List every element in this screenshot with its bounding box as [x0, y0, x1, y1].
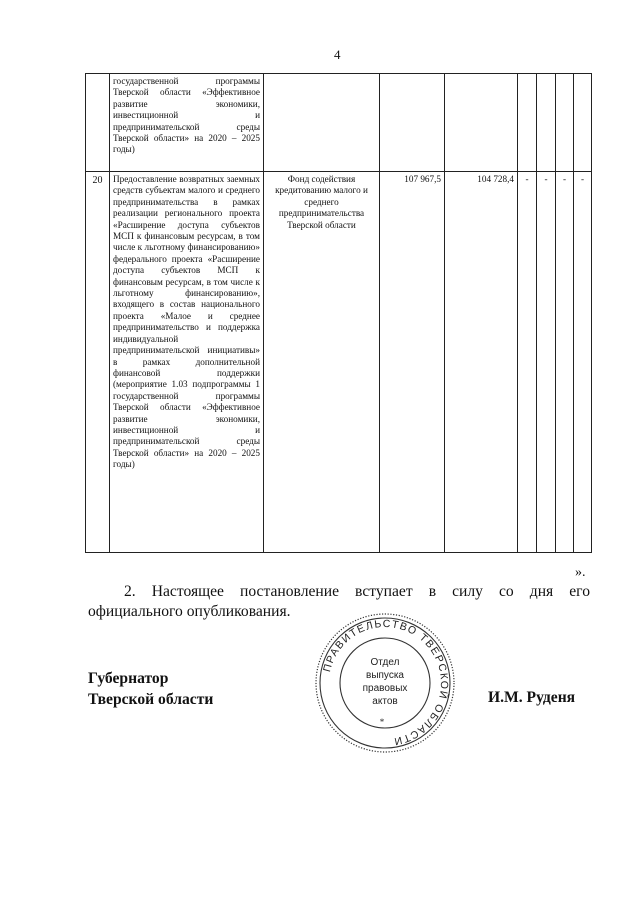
table-closing-mark: ».: [575, 565, 586, 580]
row-value-1: 107 967,5: [380, 172, 445, 553]
signature-title-line-1: Губернатор: [88, 670, 169, 687]
row-value-2: 104 728,4: [445, 172, 518, 553]
row-dash: -: [556, 172, 574, 553]
row-dash: -: [518, 172, 537, 553]
table-row: [86, 172, 592, 553]
row-executor: [264, 74, 380, 172]
row-dash: [574, 74, 592, 172]
signatory-name: И.М. Руденя: [488, 689, 576, 706]
stamp-ring-text: ПРАВИТЕЛЬСТВО ТВЕРСКОЙ ОБЛАСТИ: [321, 617, 451, 748]
page-number: 4: [334, 47, 341, 62]
row-dash: -: [537, 172, 556, 553]
row-dash: [518, 74, 537, 172]
row-dash: [537, 74, 556, 172]
stamp-center-line: выпуска: [366, 670, 404, 681]
paragraph-2: 2. Настоящее постановление вступает в силу со дня его официального опубликования.: [88, 583, 590, 620]
row-description: Предоставление возвратных заемных средств субъектам малого и среднего предпринимательства в рамках реализации регионального проекта «Расширение доступа субъектов МСП к финансовым ресурсам, в том числе к льготному финансированию» федерального проекта «Расширение доступа субъектов МСП к финансовым ресурсам, в том числе к льготному финансированию», входящего в состав национального проекта «Малое и среднее предпринимательство и поддержка индивидуальной предпринимательской инициативы» в рамках дополнительной финансовой поддержки (мероприятие 1.03 подпрограммы 1 государственной программы Тверской области «Эффективное развитие экономики, инвестиционной и предпринимательской среды Тверской области» на 2020 – 2025 годы): [110, 172, 264, 553]
official-stamp: [314, 612, 456, 754]
row-value-2: [445, 74, 518, 172]
row-dash: [556, 74, 574, 172]
stamp-center-line: Отдел: [370, 657, 400, 668]
table-row: [86, 74, 592, 172]
row-description: государственной программы Тверской области «Эффективное развитие экономики, инвестиционной и предпринимательской среды Тверской области» на 2020 – 2025 годы): [110, 74, 264, 172]
signature-title: [88, 668, 213, 710]
signature-title-line-2: Тверской области: [88, 691, 214, 708]
stamp-center-line: правовых: [362, 683, 408, 694]
row-dash: -: [574, 172, 592, 553]
row-value-1: [380, 74, 445, 172]
row-executor: Фонд содействия кредитованию малого и среднего предпринимательства Тверской области: [264, 172, 380, 553]
data-table: [85, 73, 592, 553]
stamp-center-line: актов: [372, 696, 398, 707]
row-number: 20: [86, 172, 110, 553]
row-number: [86, 74, 110, 172]
star-icon: *: [379, 717, 385, 727]
